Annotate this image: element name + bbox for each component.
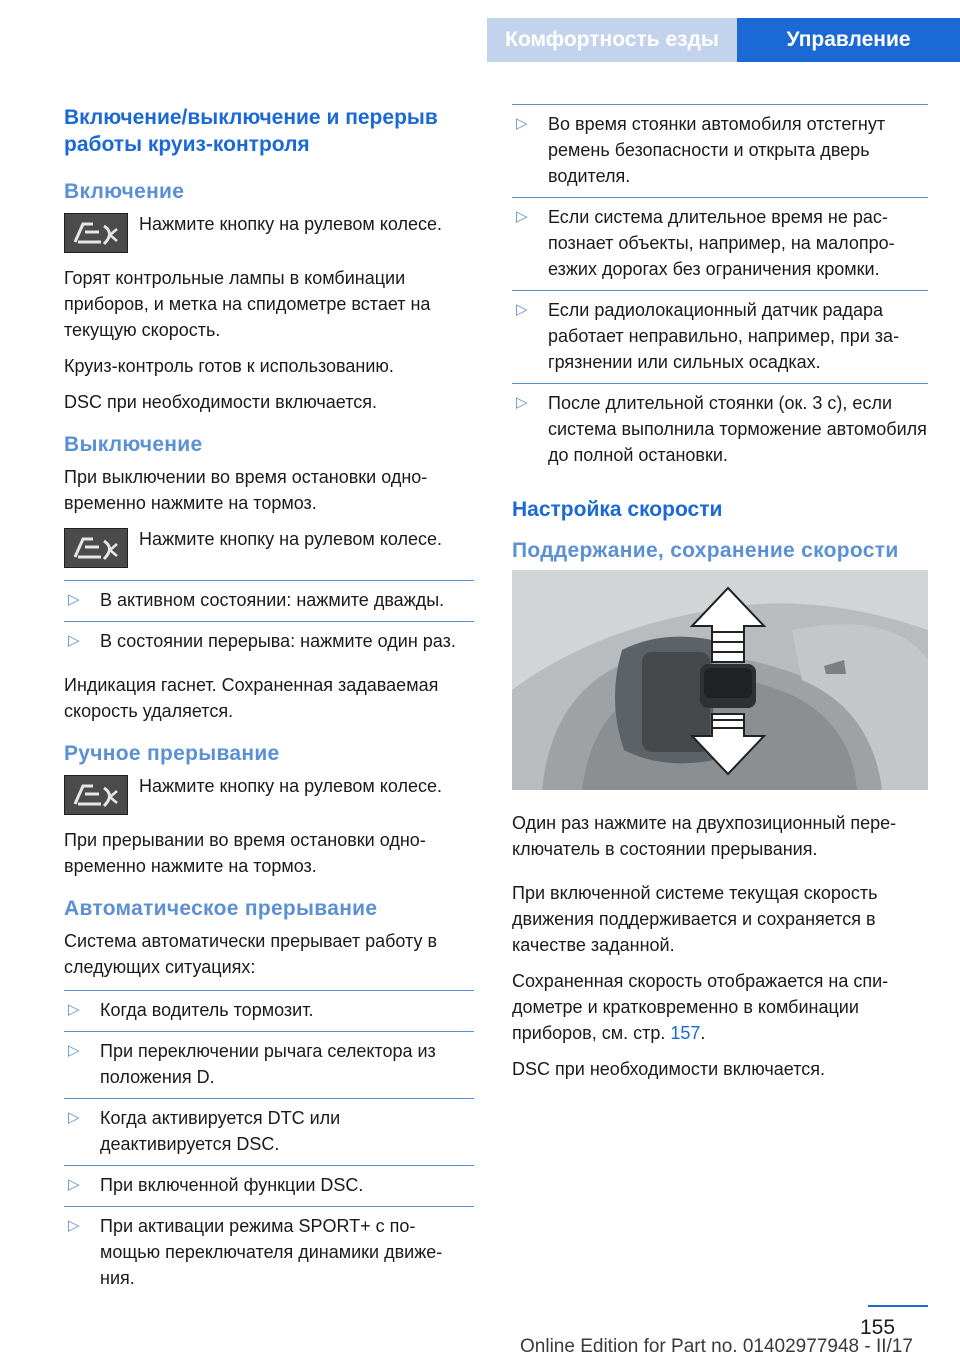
on-heading: Включение bbox=[64, 180, 185, 203]
button-text: Нажмите кнопку на рулевом колесе. bbox=[139, 776, 443, 796]
steering-wheel-image bbox=[512, 570, 928, 790]
list-item: ▷ Во время стоянки автомобиля отстегнут ремень безопасности и открыта дверь водителя. bbox=[512, 104, 928, 197]
list-item: ▷ При активации режима SPORT+ с по-мощью переключателя динамики движе-ния. bbox=[64, 1206, 474, 1299]
auto-bullet-list-continued bbox=[512, 104, 928, 476]
off-heading: Выключение bbox=[64, 433, 203, 456]
triangle-right-icon: ▷ bbox=[68, 591, 80, 608]
triangle-right-icon: ▷ bbox=[516, 394, 528, 411]
list-item: ▷ При включенной функции DSC. bbox=[64, 1165, 474, 1206]
auto-bullet-list bbox=[64, 990, 474, 1299]
list-item: ▷ Когда водитель тормозит. bbox=[64, 990, 474, 1031]
triangle-right-icon: ▷ bbox=[516, 115, 528, 132]
paragraph: При прерывании во время остановки одно-временно нажмите на тормоз. bbox=[64, 830, 426, 876]
cruise-control-icon bbox=[64, 528, 128, 568]
cruise-control-icon bbox=[64, 775, 128, 815]
triangle-right-icon: ▷ bbox=[68, 1109, 80, 1126]
triangle-right-icon: ▷ bbox=[68, 1001, 80, 1018]
section-title: Включение/выключение и перерыв работы круиз-контроля bbox=[64, 106, 438, 156]
paragraph: Круиз-контроль готов к использованию. bbox=[64, 356, 394, 376]
triangle-right-icon: ▷ bbox=[68, 632, 80, 649]
page-link[interactable]: 157 bbox=[670, 1023, 701, 1043]
triangle-right-icon: ▷ bbox=[516, 208, 528, 225]
paragraph: При включенной системе текущая скорость движения поддерживается и сохраняется в качестве заданной. bbox=[512, 883, 878, 955]
list-item: ▷ При переключении рычага селектора из положения D. bbox=[64, 1031, 474, 1098]
manual-heading: Ручное прерывание bbox=[64, 742, 280, 765]
list-item: ▷ Если система длительное время не рас-познает объекты, например, на малопро-езжих дорогах без ограничения кромки. bbox=[512, 197, 928, 290]
triangle-right-icon: ▷ bbox=[68, 1042, 80, 1059]
paragraph: Система автоматически прерывает работу в следующих ситуациях: bbox=[64, 931, 438, 977]
header-chapter-tab[interactable]: Управление bbox=[737, 18, 960, 62]
list-item: ▷ Если радиолокационный датчик радара работает неправильно, например, при за-грязнении или сильных осадках. bbox=[512, 290, 928, 383]
paragraph: При выключении во время остановки одно-временно нажмите на тормоз. bbox=[64, 467, 428, 513]
triangle-right-icon: ▷ bbox=[68, 1217, 80, 1234]
right-column bbox=[512, 104, 928, 1092]
header-section-tab[interactable]: Комфортность езды bbox=[487, 18, 737, 62]
speed-title: Настройка скорости bbox=[512, 498, 723, 521]
speed-subheading: Поддержание, сохранение скорости bbox=[512, 539, 899, 562]
list-item: ▷ В активном состоянии: нажмите дважды. bbox=[64, 580, 474, 621]
button-instruction bbox=[64, 211, 474, 253]
list-item: ▷ В состоянии перерыва: нажмите один раз. bbox=[64, 621, 474, 662]
paragraph: Горят контрольные лампы в комбинации приборов, и метка на спидометре встает на текущую скорость. bbox=[64, 268, 431, 340]
page-number-rule bbox=[868, 1305, 928, 1307]
list-item: ▷ После длительной стоянки (ок. 3 с), если система выполнила торможение автомобиля до полной остановки. bbox=[512, 383, 928, 476]
triangle-right-icon: ▷ bbox=[516, 301, 528, 318]
triangle-right-icon: ▷ bbox=[68, 1176, 80, 1193]
left-column bbox=[64, 104, 474, 1309]
page-number: 155 bbox=[860, 1316, 896, 1339]
button-text: Нажмите кнопку на рулевом колесе. bbox=[139, 214, 443, 234]
paragraph: DSC при необходимости включается. bbox=[512, 1059, 825, 1079]
edition-footer: Online Edition for Part no. 01402977948 - II/17 bbox=[520, 1336, 913, 1357]
button-text: Нажмите кнопку на рулевом колесе. bbox=[139, 529, 443, 549]
list-item: ▷ Когда активируется DTC или деактивируется DSC. bbox=[64, 1098, 474, 1165]
paragraph: Один раз нажмите на двухпозиционный пере-ключатель в состоянии прерывания. bbox=[512, 813, 897, 859]
paragraph: DSC при необходимости включается. bbox=[64, 392, 377, 412]
paragraph: Сохраненная скорость отображается на спи-дометре и кратковременно в комбинации приборов, см. стр. 157. bbox=[512, 971, 889, 1043]
off-bullet-list bbox=[64, 580, 474, 662]
auto-heading: Автоматическое прерывание bbox=[64, 897, 378, 920]
button-instruction bbox=[64, 526, 474, 568]
paragraph: Индикация гаснет. Сохраненная задаваемая скорость удаляется. bbox=[64, 675, 439, 721]
cruise-control-icon bbox=[64, 213, 128, 253]
button-instruction bbox=[64, 773, 474, 815]
